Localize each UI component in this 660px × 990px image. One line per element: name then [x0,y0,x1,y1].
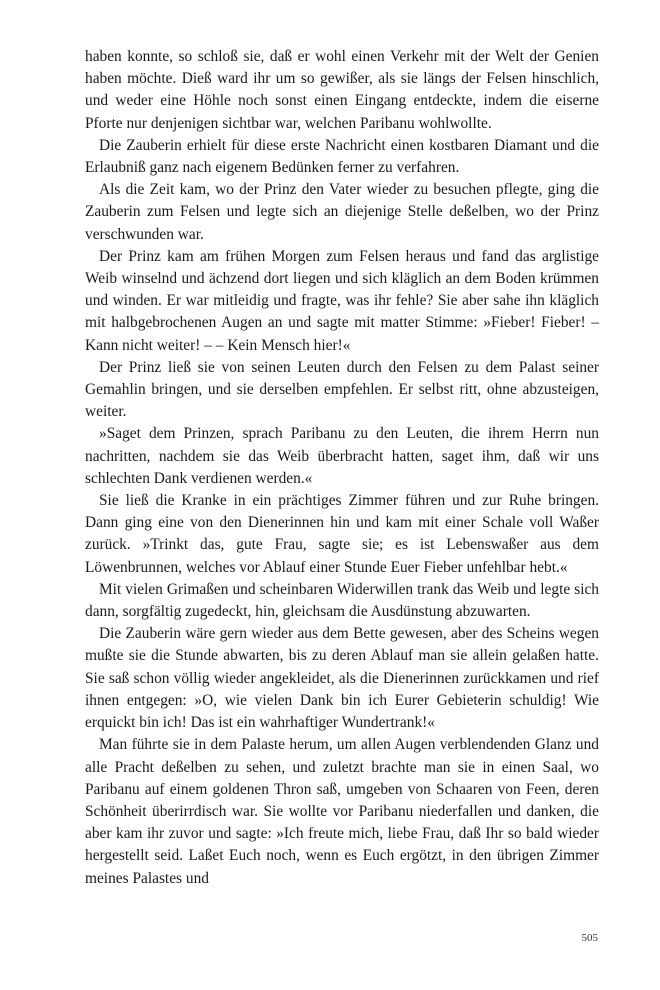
body-text [85,46,599,890]
paragraph-1: haben konnte, so schloß sie, daß er wohl einen Verkehr mit der Welt der Genien haben möchte. Dieß ward ihr um so gewißer, als sie längs der Felsen hinschlich, und weder eine Höhle noch sonst einen Eingang entdeckte, indem die eiserne Pforte nur denjenigen sichtbar war, welchen Paribanu wohlwollte. [85,48,599,132]
paragraph-9: Die Zauberin wäre gern wieder aus dem Bette gewesen, aber des Scheins wegen mußte sie die Stunde abwarten, bis zu deren Ablauf man sie allein gelaßen hatte. Sie saß schon völlig wieder angekleidet, als die Dienerinnen zurückkamen und rief ihnen entgegen: »O, wie vielen Dank bin ich Eurer Gebieterin schuldig! Wie erquickt bin ich! Das ist ein wahrhaftiger Wundertrank!« [85,625,599,732]
paragraph-8: Mit vielen Grimaßen und scheinbaren Widerwillen trank das Weib und legte sich dann, sorgfältig zugedeckt, hin, gleichsam die Ausdünstung abzuwarten. [85,580,599,621]
paragraph-2: Die Zauberin erhielt für diese erste Nachricht einen kostbaren Diamant und die Erlaubniß ganz nach eigenem Bedünken ferner zu verfahren. [85,136,599,177]
page-number: 505 [581,932,598,944]
paragraph-3: Als die Zeit kam, wo der Prinz den Vater wieder zu besuchen pflegte, ging die Zauberin zum Felsen und legte sich an diejenige Stelle deßelben, wo der Prinz verschwunden war. [85,181,599,243]
paragraph-7: Sie ließ die Kranke in ein prächtiges Zimmer führen und zur Ruhe bringen. Dann ging eine von den Dienerinnen hin und kam mit einer Schale voll Waßer zurück. »Trinkt das, gute Frau, sagte sie; es ist Lebenswaßer aus dem Löwenbrunnen, welches vor Ablauf einer Stunde Euer Fieber unfehlbar hebt.« [85,492,599,576]
paragraph-4: Der Prinz kam am frühen Morgen zum Felsen heraus und fand das arglistige Weib winselnd und ächzend dort liegen und sich kläglich an dem Boden krümmen und winden. Er war mitleidig und fragte, was ihr fehle? Sie aber sahe ihn kläglich mit halbgebrochenen Augen an und sagte mit matter Stimme: »Fieber! Fieber! – Kann nicht weiter! – – Kein Mensch hier!« [85,247,599,354]
paragraph-6: »Saget dem Prinzen, sprach Paribanu zu den Leuten, die ihrem Herrn nun nachritten, nachdem sie das Weib überbracht hatten, saget ihm, daß wir uns schlechten Dank verdienen werden.« [85,425,599,487]
paragraph-10: Man führte sie in dem Palaste herum, um allen Augen verblendenden Glanz und alle Pracht deßelben zu sehen, und zuletzt brachte man sie in einen Saal, wo Paribanu auf einem goldenen Thron saß, umgeben von Schaaren von Feen, deren Schönheit überirrdisch war. Sie wollte vor Paribanu niederfallen und danken, die aber kam ihr zuvor und sagte: »Ich freute mich, liebe Frau, daß Ihr so bald wieder hergestellt seid. Laßet Euch noch, wenn es Euch ergötzt, in den übrigen Zimmer meines Palastes und [85,736,599,887]
paragraph-5: Der Prinz ließ sie von seinen Leuten durch den Felsen zu dem Palast seiner Gemahlin bringen, und sie derselben empfehlen. Er selbst ritt, ohne abzusteigen, weiter. [85,358,599,421]
